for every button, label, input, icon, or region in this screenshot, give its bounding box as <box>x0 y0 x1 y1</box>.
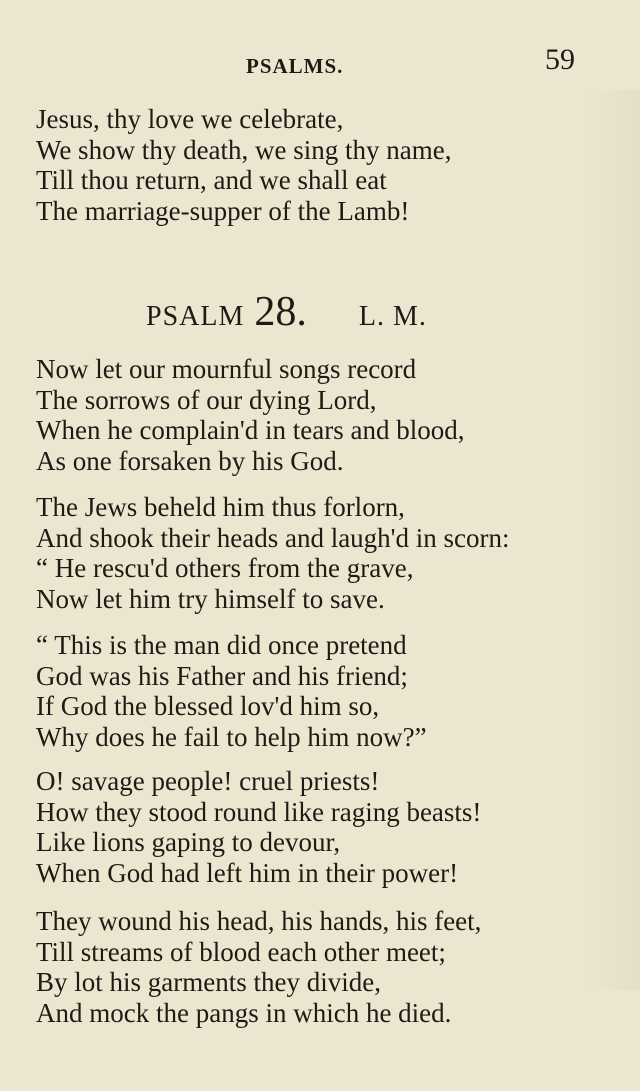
stanza-3 <box>36 630 596 752</box>
verse-line: When God had left him in their power! <box>36 857 459 888</box>
verse-line: They wound his head, his hands, his feet, <box>36 906 482 936</box>
psalm-heading <box>146 288 546 334</box>
stanza-2 <box>36 492 596 614</box>
verse-line: If God the blessed lov'd him so, <box>36 691 380 722</box>
verse-line: God was his Father and his friend; <box>36 660 408 691</box>
verse-line: When he complain'd in tears and blood, <box>36 415 465 446</box>
stanza-5 <box>36 906 596 1028</box>
verse-line: The Jews beheld him thus forlorn, <box>36 492 405 522</box>
verse-line: Now let our mournful songs record <box>36 354 417 384</box>
verse-line: The marriage-supper of the Lamb! <box>36 195 410 226</box>
psalm-number: 28. <box>254 289 307 335</box>
verse-line: And mock the pangs in which he died. <box>36 997 452 1028</box>
verse-line: The sorrows of our dying Lord, <box>36 384 377 415</box>
stanza-1 <box>36 354 596 476</box>
verse-line: Jesus, thy love we celebrate, <box>36 104 344 134</box>
verse-line: Till thou return, and we shall eat <box>36 165 387 196</box>
psalm-label: PSALM <box>146 301 245 332</box>
page-header <box>0 42 640 82</box>
psalm-meter: L. M. <box>358 301 427 332</box>
opening-stanza <box>36 104 596 226</box>
verse-line: And shook their heads and laugh'd in scorn: <box>36 522 510 553</box>
stanza-4 <box>36 766 596 888</box>
running-title: PSALMS. <box>246 54 344 78</box>
verse-line: Now let him try himself to save. <box>36 583 385 614</box>
verse-line: We show thy death, we sing thy name, <box>36 134 452 165</box>
verse-line: “ He rescu'd others from the grave, <box>36 553 414 584</box>
page-number: 59 <box>545 43 575 76</box>
verse-line: How they stood round like raging beasts! <box>36 796 482 827</box>
verse-line: “ This is the man did once pretend <box>36 630 407 660</box>
verse-line: As one forsaken by his God. <box>36 445 344 476</box>
verse-line: Till streams of blood each other meet; <box>36 936 446 967</box>
verse-line: O! savage people! cruel priests! <box>36 766 380 796</box>
verse-line: By lot his garments they divide, <box>36 967 381 998</box>
verse-line: Why does he fail to help him now?” <box>36 721 427 752</box>
verse-line: Like lions gaping to devour, <box>36 827 341 858</box>
